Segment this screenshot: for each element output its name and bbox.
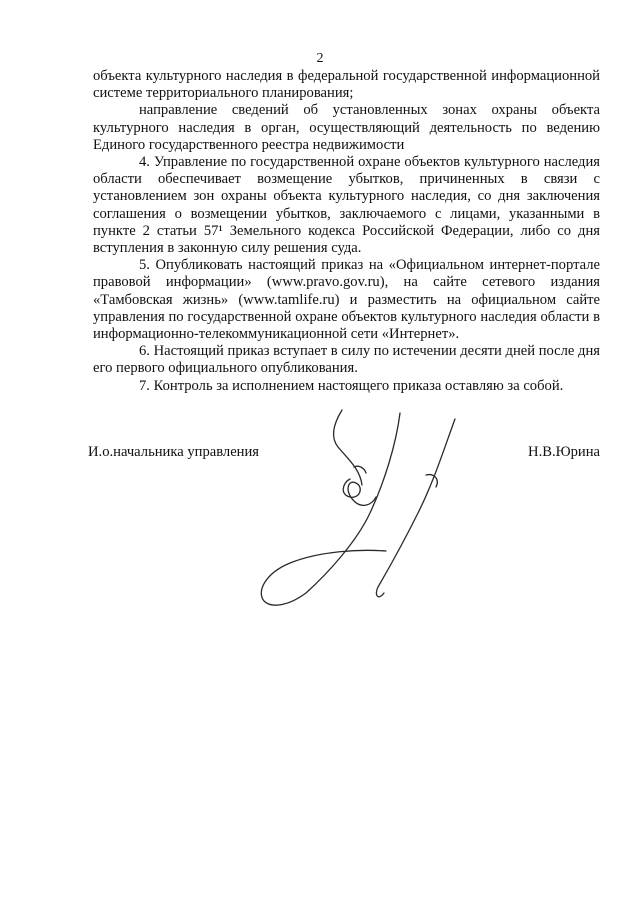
signer-name: Н.В.Юрина [528, 444, 600, 460]
paragraph-item-5: 5. Опубликовать настоящий приказ на «Официальном интернет-портале правовой информации» (www.pravo.gov.ru), на сайте сетевого издания «Тамбовская жизнь» (www.tamlife.ru) и разместить на официальном сайте управления по государственной охране объектов культурного наследия области в информационно-телекоммуникационной сети «Интернет». [93, 257, 600, 343]
document-body [93, 68, 600, 395]
paragraph-continuation: объекта культурного наследия в федеральной государственной информационной системе территориального планирования; [93, 68, 600, 102]
paragraph-registry-submission: направление сведений об установленных зонах охраны объекта культурного наследия в орган, осуществляющий деятельность по ведению Единого государственного реестра недвижимости [93, 102, 600, 153]
handwritten-signature [250, 405, 480, 610]
paragraph-item-4: 4. Управление по государственной охране объектов культурного наследия области обеспечивает возмещение убытков, причиненных в связи с установлением зон охраны объекта культурного наследия, со дня заключения соглашения о возмещении убытков, заключаемого с лицами, указанными в пункте 2 статьи 57¹ Земельного кодекса Российской Федерации, либо со дня вступления в законную силу решения суда. [93, 154, 600, 257]
paragraph-item-6: 6. Настоящий приказ вступает в силу по истечении десяти дней после дня его первого официального опубликования. [93, 343, 600, 377]
paragraph-item-7: 7. Контроль за исполнением настоящего приказа оставляю за собой. [139, 377, 564, 394]
page-number: 2 [316, 51, 324, 66]
signer-position-title: И.о.начальника управления [88, 444, 260, 460]
